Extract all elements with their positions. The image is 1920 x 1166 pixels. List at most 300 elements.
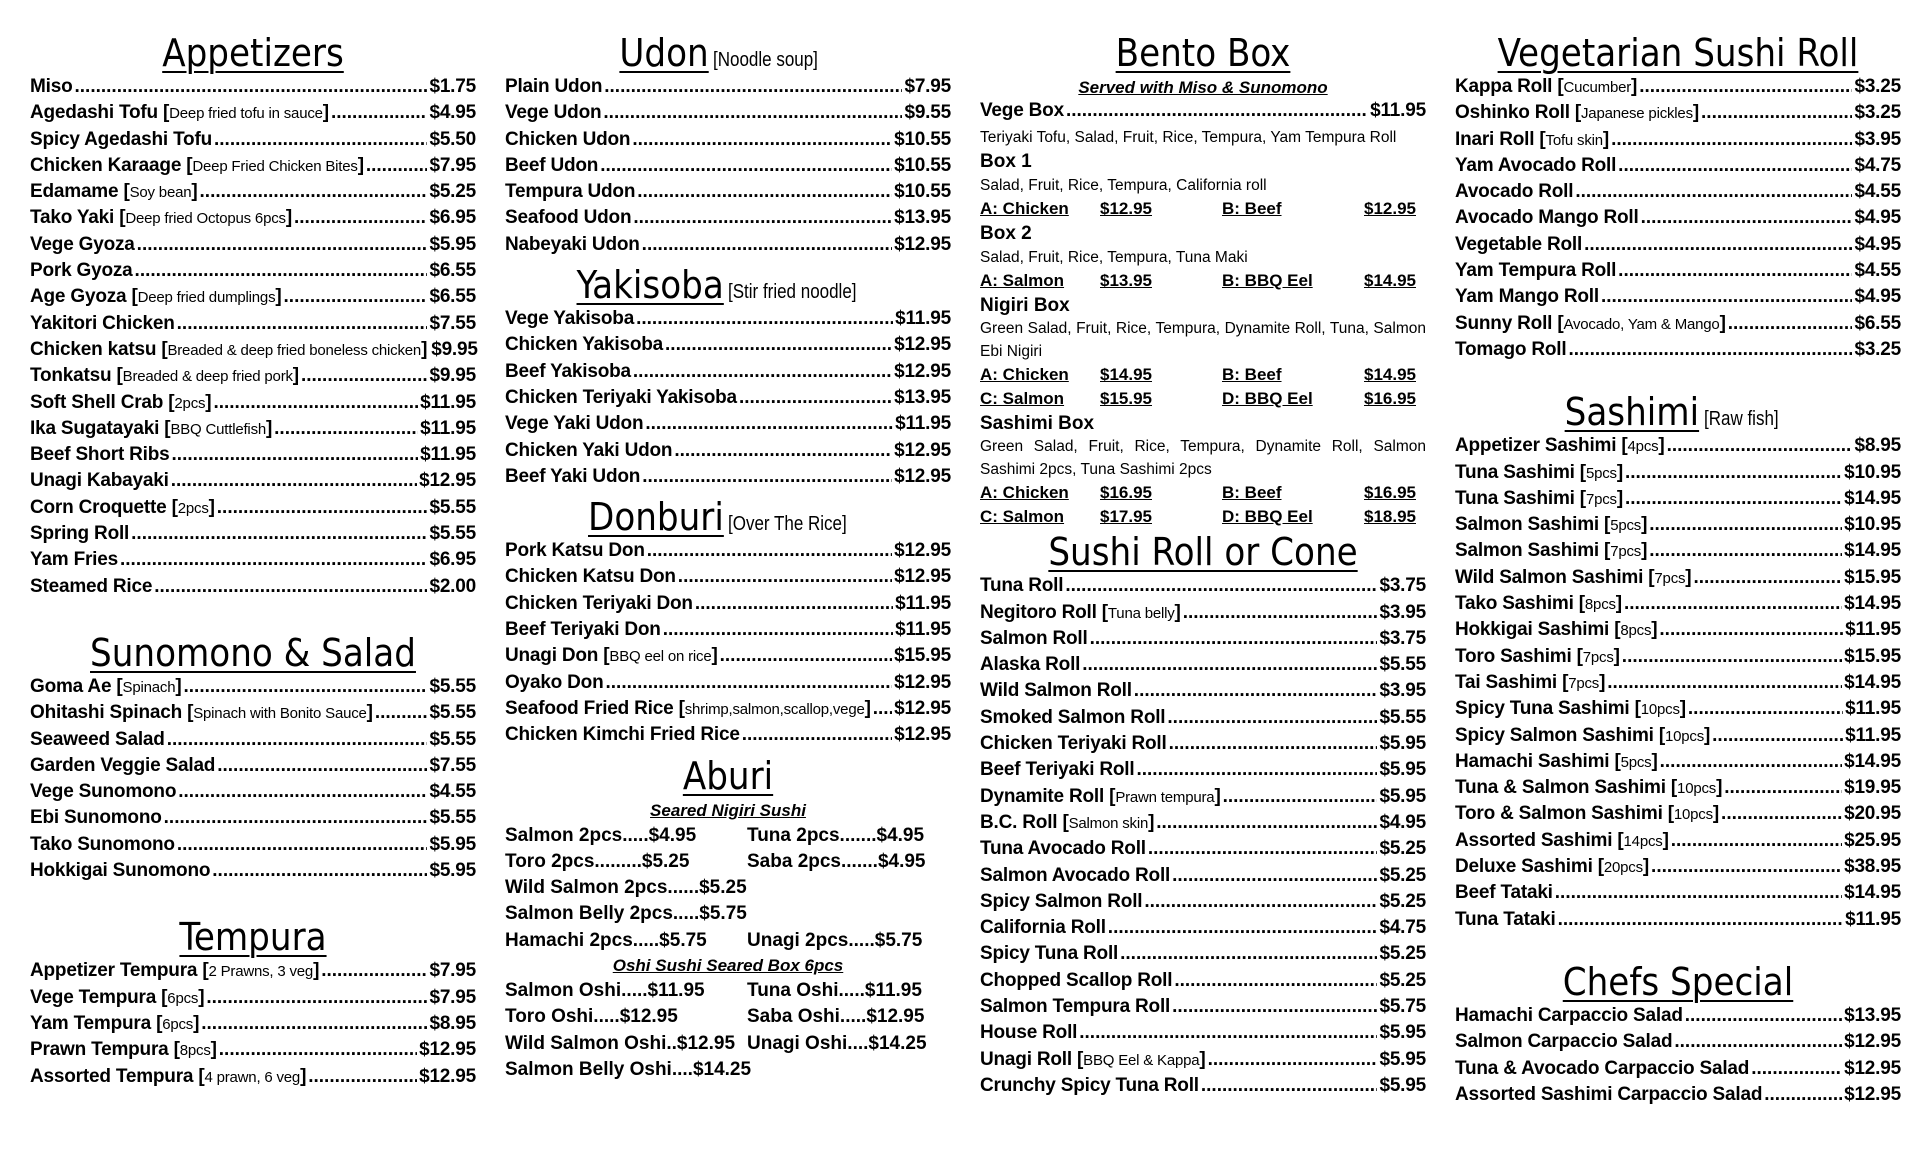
oshi-subtitle: Oshi Sushi Seared Box 6pcs xyxy=(612,956,844,976)
dot-leader xyxy=(647,540,892,562)
menu-item xyxy=(505,361,951,387)
item-price: $11.95 xyxy=(895,592,951,614)
dot-leader xyxy=(642,466,892,488)
menu-item xyxy=(1455,672,1901,698)
item-name: Vege Gyoza xyxy=(30,233,135,255)
item-price: $5.25 xyxy=(1379,943,1426,965)
item-price: $3.95 xyxy=(1379,680,1426,702)
aburi-item: Salmon Belly Oshi....$14.25 xyxy=(505,1058,752,1080)
menu-item xyxy=(1455,751,1901,777)
dot-leader xyxy=(1156,812,1377,834)
sushi-roll-list xyxy=(980,575,1426,1101)
item-name: Tuna Sashimi [5pcs] xyxy=(1455,461,1623,483)
menu-item xyxy=(30,339,476,365)
dot-leader xyxy=(201,1013,427,1035)
dot-leader xyxy=(739,387,892,409)
item-name: Salmon Roll xyxy=(980,627,1088,649)
yakisoba-list xyxy=(505,308,951,492)
item-name: Chicken Teriyaki Roll xyxy=(980,733,1167,755)
bento-option-label: D: BBQ Eel xyxy=(1222,507,1313,527)
aburi-item: Hamachi 2pcs.....$5.75 xyxy=(505,929,707,951)
dot-leader xyxy=(120,549,427,571)
aburi-row xyxy=(505,1004,951,1030)
item-name: Chicken Teriyaki Yakisoba xyxy=(505,386,737,408)
dot-leader xyxy=(1625,462,1842,484)
aburi-list xyxy=(505,823,951,954)
item-note: 10pcs xyxy=(1640,701,1680,719)
item-name: Wild Salmon Roll xyxy=(980,680,1132,702)
item-name: Chicken Karaage [Deep Fried Chicken Bites] xyxy=(30,154,364,176)
dot-leader xyxy=(1611,129,1852,151)
item-name: Smoked Salmon Roll xyxy=(980,706,1166,728)
menu-item xyxy=(30,1039,476,1065)
item-name: Seafood Fried Rice [shrimp,salmon,scallop,vege] xyxy=(505,697,871,719)
item-name: Nabeyaki Udon xyxy=(505,233,640,255)
item-price: $5.55 xyxy=(429,702,476,724)
item-price: $5.95 xyxy=(1379,1048,1426,1070)
item-price: $5.50 xyxy=(429,128,476,150)
item-price: $5.55 xyxy=(429,496,476,518)
item-price: $7.95 xyxy=(429,986,476,1008)
menu-item xyxy=(30,365,476,391)
dot-leader xyxy=(1751,1058,1842,1080)
menu-item xyxy=(980,575,1426,601)
bento-vege-desc: Teriyaki Tofu, Salad, Fruit, Rice, Tempura, Yam Tempura Roll xyxy=(980,129,1397,147)
menu-item xyxy=(505,129,951,155)
menu-item xyxy=(1455,567,1901,593)
item-price: $5.25 xyxy=(1379,890,1426,912)
item-price: $14.95 xyxy=(1844,750,1901,772)
item-price: $14.95 xyxy=(1844,593,1901,615)
item-price: $8.95 xyxy=(429,1012,476,1034)
menu-item xyxy=(980,628,1426,654)
menu-item xyxy=(30,181,476,207)
item-name: Beef Tataki xyxy=(1455,882,1553,904)
dot-leader xyxy=(873,698,892,720)
bento-option-price: $17.95 xyxy=(1100,507,1152,527)
item-name: Spicy Tuna Sashimi [10pcs] xyxy=(1455,698,1686,720)
dot-leader xyxy=(1090,628,1378,650)
menu-item xyxy=(1455,462,1901,488)
item-price: $12.95 xyxy=(894,439,951,461)
item-note: Tuna belly xyxy=(1107,604,1175,622)
item-price: $10.55 xyxy=(894,181,951,203)
menu-item xyxy=(1455,725,1901,751)
menu-item xyxy=(1455,286,1901,312)
item-price: $5.25 xyxy=(1379,969,1426,991)
dot-leader xyxy=(1172,865,1377,887)
dot-leader xyxy=(1674,1031,1842,1053)
aburi-heading: Aburi xyxy=(682,753,774,798)
menu-item xyxy=(1455,488,1901,514)
dot-leader xyxy=(642,234,892,256)
item-name: Vege Yaki Udon xyxy=(505,413,644,435)
item-price: $20.95 xyxy=(1844,803,1901,825)
dot-leader xyxy=(1659,619,1843,641)
item-name: Vegetable Roll xyxy=(1455,233,1583,255)
dot-leader xyxy=(74,76,427,98)
menu-item xyxy=(1455,777,1901,803)
dot-leader xyxy=(154,576,427,598)
item-price: $11.95 xyxy=(420,444,476,466)
bento-sashimi-box xyxy=(980,411,1426,529)
menu-item xyxy=(980,759,1426,785)
menu-item xyxy=(30,781,476,807)
item-name: Assorted Tempura [4 prawn, 6 veg] xyxy=(30,1065,307,1087)
item-price: $12.95 xyxy=(1844,1083,1901,1105)
aburi-row xyxy=(505,849,951,875)
column-1 xyxy=(30,28,476,1092)
item-note: BBQ eel on rice xyxy=(609,648,712,666)
chefs-special-list xyxy=(1455,1005,1901,1110)
item-name: Negitoro Roll [Tuna belly] xyxy=(980,601,1181,623)
menu-item xyxy=(505,466,951,492)
dot-leader xyxy=(1693,567,1842,589)
menu-item xyxy=(30,987,476,1013)
veg-roll-heading: Vegetarian Sushi Roll xyxy=(1497,31,1859,75)
dot-leader xyxy=(1174,970,1377,992)
dot-leader xyxy=(742,724,892,746)
dot-leader xyxy=(645,413,893,435)
donburi-heading: Donburi [Over The Rice] xyxy=(588,495,848,540)
dot-leader xyxy=(183,676,427,698)
dot-leader xyxy=(214,129,427,151)
item-name: Agedashi Tofu [Deep fried tofu in sauce] xyxy=(30,102,329,124)
menu-item xyxy=(1455,1084,1901,1110)
column-2 xyxy=(505,28,951,1083)
dot-leader xyxy=(1136,759,1377,781)
dot-leader xyxy=(321,960,427,982)
aburi-row xyxy=(505,901,951,927)
item-price: $4.95 xyxy=(1854,233,1901,255)
item-price: $9.95 xyxy=(431,338,478,360)
item-price: $11.95 xyxy=(895,308,951,330)
item-name: Chicken Yaki Udon xyxy=(505,439,673,461)
item-note: Tofu skin xyxy=(1545,131,1603,149)
menu-item xyxy=(505,234,951,260)
item-name: Chicken Teriyaki Don xyxy=(505,592,693,614)
menu-item xyxy=(980,1075,1426,1101)
dot-leader xyxy=(1584,234,1852,256)
menu-item xyxy=(1455,313,1901,339)
item-price: $12.95 xyxy=(894,697,951,719)
aburi-item: Salmon 2pcs.....$4.95 xyxy=(505,824,697,846)
menu-item xyxy=(30,418,476,444)
dot-leader xyxy=(1568,339,1852,361)
dot-leader xyxy=(1144,891,1377,913)
item-name: Tuna & Salmon Sashimi [10pcs] xyxy=(1455,777,1723,799)
menu-item xyxy=(505,76,951,102)
item-price: $6.55 xyxy=(429,260,476,282)
menu-item xyxy=(980,838,1426,864)
chefs-special-heading: Chefs Special xyxy=(1562,959,1794,1004)
dot-leader xyxy=(167,729,428,751)
menu-item xyxy=(30,444,476,470)
item-name: Vege Yakisoba xyxy=(505,308,635,330)
bento-heading: Bento Box xyxy=(1115,31,1291,75)
dot-leader xyxy=(301,365,428,387)
item-note: Cucumber xyxy=(1563,79,1632,96)
menu-item xyxy=(30,76,476,102)
dot-leader xyxy=(604,76,902,98)
column-4 xyxy=(1455,28,1901,1110)
item-price: $4.75 xyxy=(1854,154,1901,176)
item-name: Tuna & Avocado Carpaccio Salad xyxy=(1455,1057,1750,1079)
item-name: Edamame [Soy bean] xyxy=(30,181,198,203)
dot-leader xyxy=(135,260,428,282)
item-note: 2 Prawns, 3 veg xyxy=(208,963,314,981)
bento-option-row xyxy=(980,505,1426,529)
dot-leader xyxy=(1649,514,1842,536)
bento-vege-box: Vege Box ..... $11.95 xyxy=(980,100,1426,126)
udon-heading: Udon [Noodle soup] xyxy=(619,31,819,75)
item-name: Hamachi Carpaccio Salad xyxy=(1455,1004,1683,1026)
aburi-item: Wild Salmon 2pcs......$5.25 xyxy=(505,877,747,899)
bento-option-label: A: Chicken xyxy=(980,365,1069,385)
item-note: 6pcs xyxy=(162,1015,194,1033)
menu-item xyxy=(30,286,476,312)
menu-item xyxy=(30,470,476,496)
bento-option-price: $14.95 xyxy=(1364,271,1416,291)
item-price: $5.55 xyxy=(429,728,476,750)
item-price: $10.95 xyxy=(1844,514,1901,536)
aburi-item: Saba 2pcs.......$4.95 xyxy=(747,850,926,872)
aburi-item: Salmon Belly 2pcs.....$5.75 xyxy=(505,903,747,925)
item-price: $5.25 xyxy=(429,181,476,203)
item-name: Yam Fries xyxy=(30,549,118,571)
item-name: Hokkigai Sunomono xyxy=(30,860,211,882)
menu-item xyxy=(505,387,951,413)
item-name: Beef Teriyaki Don xyxy=(505,619,661,641)
appetizers-list xyxy=(30,76,476,602)
dot-leader xyxy=(1641,207,1853,229)
menu-item xyxy=(980,865,1426,891)
item-name: Tako Sashimi [8pcs] xyxy=(1455,593,1622,615)
item-name: Chicken Katsu Don xyxy=(505,566,676,588)
item-price: $2.00 xyxy=(429,575,476,597)
dot-leader xyxy=(177,834,428,856)
item-name: Spicy Tuna Roll xyxy=(980,943,1119,965)
item-name: Chicken Udon xyxy=(505,128,631,150)
udon-list xyxy=(505,76,951,260)
item-name: Oyako Don xyxy=(505,671,604,693)
item-price: $5.95 xyxy=(1379,759,1426,781)
aburi-row xyxy=(505,1031,951,1057)
item-name: Chicken katsu [Breaded & deep fried boneless chicken] xyxy=(30,338,428,360)
item-name: Assorted Sashimi [14pcs] xyxy=(1455,829,1669,851)
item-note: 8pcs xyxy=(1620,622,1652,640)
dot-leader xyxy=(1649,540,1842,562)
item-name: Seafood Udon xyxy=(505,207,632,229)
item-note: 8pcs xyxy=(179,1042,211,1060)
menu-item xyxy=(30,960,476,986)
item-price: $7.55 xyxy=(429,754,476,776)
item-price: $3.25 xyxy=(1854,76,1901,97)
item-price: $12.95 xyxy=(894,360,951,382)
menu-item xyxy=(1455,339,1901,365)
item-name: Spring Roll xyxy=(30,523,130,545)
menu-item xyxy=(505,155,951,181)
menu-item xyxy=(30,102,476,128)
item-name: Salmon Sashimi [5pcs] xyxy=(1455,514,1648,536)
dot-leader xyxy=(1712,725,1843,747)
menu-item xyxy=(30,576,476,602)
item-price: $10.55 xyxy=(894,154,951,176)
aburi-item: Saba Oshi.....$12.95 xyxy=(747,1006,925,1028)
aburi-row xyxy=(505,1057,951,1083)
dot-leader xyxy=(1685,1005,1842,1027)
bento-option-label: A: Chicken xyxy=(980,199,1069,219)
item-name: Dynamite Roll [Prawn tempura] xyxy=(980,785,1221,807)
item-price: $5.55 xyxy=(429,807,476,829)
item-price: $19.95 xyxy=(1844,777,1901,799)
dot-leader xyxy=(1651,856,1842,878)
bento-option-row xyxy=(980,481,1426,505)
item-note: 4pcs xyxy=(1627,438,1659,456)
item-note: 7pcs xyxy=(1610,543,1642,561)
item-name: Salmon Tempura Roll xyxy=(980,996,1171,1018)
item-name: Pork Gyoza xyxy=(30,260,133,282)
menu-item xyxy=(1455,882,1901,908)
item-note: BBQ Eel & Kappa xyxy=(1083,1051,1200,1069)
oshi-list xyxy=(505,978,951,1083)
item-price: $14.95 xyxy=(1844,540,1901,562)
sashimi-heading: Sashimi [Raw fish] xyxy=(1564,390,1779,435)
dot-leader xyxy=(637,181,892,203)
bento-option-label: D: BBQ Eel xyxy=(1222,389,1313,409)
item-name: Alaska Roll xyxy=(980,654,1081,676)
donburi-list xyxy=(505,540,951,750)
appetizers-heading: Appetizers xyxy=(162,31,344,75)
dot-leader xyxy=(1148,838,1378,860)
menu-item xyxy=(1455,155,1901,181)
dot-leader xyxy=(1601,286,1853,308)
menu-item xyxy=(30,729,476,755)
item-price: $5.25 xyxy=(1379,864,1426,886)
menu-item xyxy=(30,207,476,233)
item-note: 7pcs xyxy=(1568,674,1600,692)
column-3 xyxy=(980,28,1426,1101)
item-price: $6.95 xyxy=(429,207,476,229)
dot-leader xyxy=(274,418,418,440)
item-name: Kappa Roll [Cucumber] xyxy=(1455,76,1638,97)
dot-leader xyxy=(1622,646,1842,668)
salad-heading: Sunomono & Salad xyxy=(90,630,416,675)
item-price: $15.95 xyxy=(894,645,951,667)
item-name: Ika Sugatayaki [BBQ Cuttlefish] xyxy=(30,417,273,439)
item-price: $11.95 xyxy=(420,417,476,439)
item-name: Ebi Sunomono xyxy=(30,807,162,829)
item-name: Beef Yakisoba xyxy=(505,360,631,382)
item-price: $5.95 xyxy=(429,860,476,882)
aburi-row xyxy=(505,875,951,901)
tempura-list xyxy=(30,960,476,1091)
aburi-item: Salmon Oshi.....$11.95 xyxy=(505,980,705,1002)
item-name: Vege Sunomono xyxy=(30,781,177,803)
item-name: Tuna Tataki xyxy=(1455,908,1556,930)
dot-leader xyxy=(212,860,427,882)
menu-item xyxy=(30,234,476,260)
aburi-item: Toro Oshi.....$12.95 xyxy=(505,1006,678,1028)
item-name: Beef Short Ribs xyxy=(30,444,170,466)
menu-item xyxy=(980,812,1426,838)
item-price: $3.75 xyxy=(1379,575,1426,597)
menu-item xyxy=(30,1066,476,1092)
menu-item xyxy=(1455,1031,1901,1057)
item-price: $5.55 xyxy=(1379,706,1426,728)
dot-leader xyxy=(171,470,417,492)
dot-leader xyxy=(603,102,902,124)
item-price: $5.95 xyxy=(1379,1074,1426,1096)
item-name: Beef Yaki Udon xyxy=(505,465,641,487)
item-name: Spicy Agedashi Tofu xyxy=(30,128,212,150)
item-name: Inari Roll [Tofu skin] xyxy=(1455,128,1610,150)
dot-leader xyxy=(1724,777,1842,799)
item-price: $7.55 xyxy=(429,312,476,334)
dot-leader xyxy=(366,155,428,177)
item-price: $12.95 xyxy=(894,540,951,562)
item-name: Avocado Mango Roll xyxy=(1455,207,1639,229)
menu-item xyxy=(980,970,1426,996)
item-price: $38.95 xyxy=(1844,856,1901,878)
aburi-row xyxy=(505,928,951,954)
item-name: Yam Avocado Roll xyxy=(1455,154,1617,176)
item-note: Breaded & deep fried boneless chicken xyxy=(167,341,422,359)
item-price: $5.25 xyxy=(1379,838,1426,860)
item-name: Tai Sashimi [7pcs] xyxy=(1455,671,1606,693)
item-name: Sunny Roll [Avocado, Yam & Mango] xyxy=(1455,312,1726,334)
item-price: $11.95 xyxy=(895,619,951,641)
bento-box-desc: Salad, Fruit, Rice, Tempura, California roll xyxy=(980,177,1267,195)
item-name: Tuna Sashimi [7pcs] xyxy=(1455,487,1623,509)
menu-item xyxy=(30,497,476,523)
item-price: $7.95 xyxy=(429,960,476,982)
item-price: $12.95 xyxy=(894,334,951,356)
item-price: $11.95 xyxy=(1845,698,1901,720)
dot-leader xyxy=(695,593,893,615)
dot-leader xyxy=(284,286,428,308)
item-price: $10.95 xyxy=(1844,461,1901,483)
dot-leader xyxy=(172,444,419,466)
dot-leader xyxy=(1065,575,1377,597)
dot-leader xyxy=(1167,707,1377,729)
dot-leader xyxy=(1688,698,1843,720)
bento-option-row xyxy=(980,363,1426,387)
menu-item xyxy=(505,181,951,207)
menu-item xyxy=(505,540,951,566)
bento-option-label: A: Chicken xyxy=(980,483,1069,503)
item-price: $14.95 xyxy=(1844,671,1901,693)
menu-item xyxy=(1455,803,1901,829)
item-note: 5pcs xyxy=(1620,753,1652,771)
item-price: $6.95 xyxy=(429,549,476,571)
item-price: $5.95 xyxy=(1379,733,1426,755)
item-price: $13.95 xyxy=(1844,1004,1901,1026)
item-price: $4.95 xyxy=(1854,286,1901,308)
menu-item xyxy=(30,313,476,339)
item-note: 7pcs xyxy=(1654,569,1686,587)
item-name: Tako Yaki [Deep fried Octopus 6pcs] xyxy=(30,207,292,229)
dot-leader xyxy=(1624,593,1842,615)
menu-item xyxy=(980,1022,1426,1048)
dot-leader xyxy=(636,308,893,330)
dot-leader xyxy=(1671,830,1842,852)
bento-box-name: Box 2 xyxy=(980,223,1032,245)
item-price: $12.95 xyxy=(894,671,951,693)
item-note: 4 prawn, 6 veg xyxy=(204,1068,301,1086)
item-price: $5.55 xyxy=(429,523,476,545)
bento-option-price: $14.95 xyxy=(1364,365,1416,385)
